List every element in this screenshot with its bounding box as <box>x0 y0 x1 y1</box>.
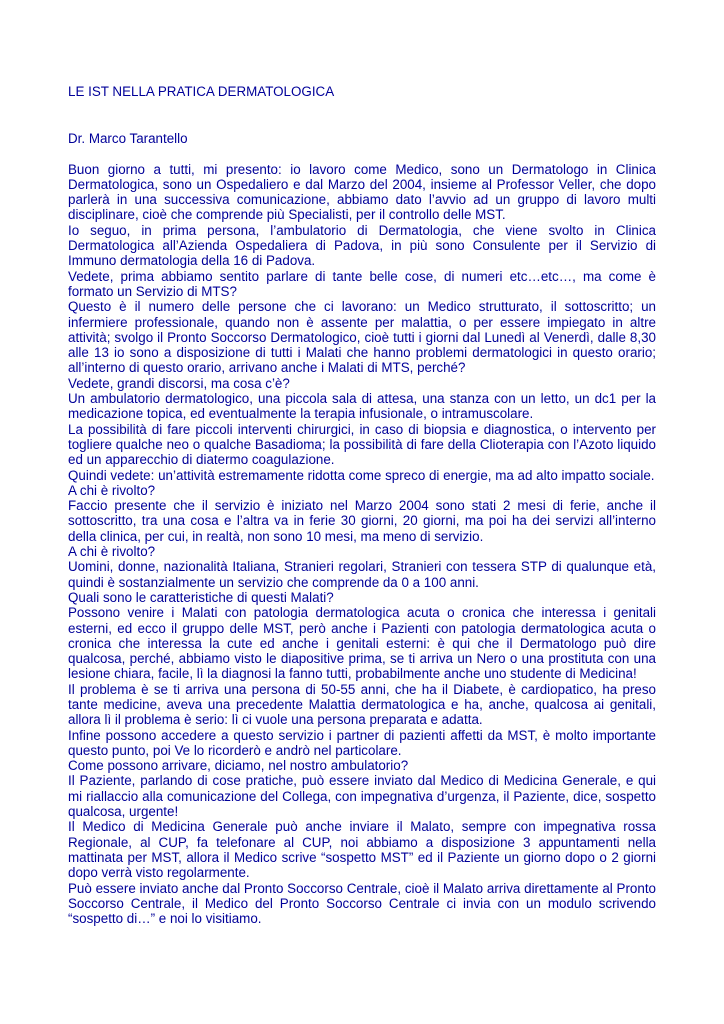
paragraph: Uomini, donne, nazionalità Italiana, Stranieri regolari, Stranieri con tessera STP di qualunque età, quindi è sostanzialmente un servizio che comprende da 0 a 100 anni. <box>68 559 656 590</box>
paragraph: Come possono arrivare, diciamo, nel nostro ambulatorio? <box>68 758 409 774</box>
paragraph: A chi è rivolto? <box>68 482 156 498</box>
paragraph: Buon giorno a tutti, mi presento: io lavoro come Medico, sono un Dermatologo in Clinica Dermatologica, sono un Ospedaliero e dal Marzo del 2004, insieme al Professor Veller, che dopo parlerà in una successiva comunicazione, abbiamo dato l’avvio ad un gruppo di lavoro multi disciplinare, cioè che comprende più Specialisti, per il controllo delle MST. <box>68 161 656 223</box>
paragraph: Io seguo, in prima persona, l’ambulatorio di Dermatologia, che viene svolto in Clinica Dermatologica all’Azienda Ospedaliera di Padova, in più sono Consulente per il Servizio di Immuno dermatologia della 16 di Padova. <box>68 222 656 269</box>
paragraph: A chi è rivolto? <box>68 544 156 560</box>
paragraph: Quindi vedete: un’attività estremamente ridotta come spreco di energie, ma ad alto impatto sociale. <box>68 467 655 483</box>
paragraph: Infine possono accedere a questo servizio i partner di pazienti affetti da MST, è molto importante questo punto, poi Ve lo ricorderò e andrò nel particolare. <box>68 727 656 758</box>
paragraph: Vedete, grandi discorsi, ma cosa c’è? <box>68 375 290 391</box>
paragraph: Un ambulatorio dermatologico, una piccola sala di attesa, una stanza con un letto, un dc1 per la medicazione topica, ed eventualmente la terapia infusionale, o intramuscolare. <box>68 391 656 422</box>
paragraph: La possibilità di fare piccoli interventi chirurgici, in caso di biopsia e diagnostica, o intervento per togliere qualche neo o qualche Basadioma; la possibilità di fare della Clioterapia con l’Azoto liquido ed un apparecchio di diatermo coagulazione. <box>68 421 656 468</box>
paragraph: Il Medico di Medicina Generale può anche inviare il Malato, sempre con impegnativa rossa Regionale, al CUP, fa telefonare al CUP, noi abbiamo a disposizione 3 appuntamenti nella mattinata per MST, allora il Medico scrive “sospetto MST” ed il Paziente un giorno dopo o 2 giorni dopo verrà visto regolarmente. <box>68 819 656 881</box>
paragraph: Faccio presente che il servizio è iniziato nel Marzo 2004 sono stati 2 mesi di ferie, anche il sottoscritto, tra una cosa e l’altra va in ferie 30 giorni, 20 giorni, ma poi ha dei servizi all’interno della clinica, per cui, in realtà, non sono 10 mesi, ma meno di servizio. <box>68 498 656 544</box>
paragraph: Vedete, prima abbiamo sentito parlare di tante belle cose, di numeri etc…etc…, ma come è formato un Servizio di MTS? <box>68 268 656 299</box>
document-page <box>68 84 656 926</box>
paragraph: Quali sono le caratteristiche di questi Malati? <box>68 589 334 605</box>
paragraph: Questo è il numero delle persone che ci lavorano: un Medico strutturato, il sottoscritto; un infermiere professionale, quando non è assente per malattia, o per essere impiegato in altre attività; svolgo il Pronto Soccorso Dermatologico, cioè tutti i giorni dal Lunedì al Venerdì, dalle 8,30 alle 13 io sono a disposizione di tutti i Malati che hanno problemi dermatologici in questo orario; all’interno di questo orario, arrivano anche i Malati di MTS, perché? <box>68 299 656 376</box>
document-body <box>68 162 656 927</box>
paragraph: Il problema è se ti arriva una persona di 50-55 anni, che ha il Diabete, è cardiopatico, ha preso tante medicine, aveva una precedente Malattia dermatologica e ha, anche, qualcosa ai genitali, allora lì il problema è serio: lì ci vuole una persona preparata e adatta. <box>68 681 656 728</box>
author-name: Dr. Marco Tarantello <box>68 131 188 147</box>
paragraph: Possono venire i Malati con patologia dermatologica acuta o cronica che interessa i genitali esterni, ed ecco il gruppo delle MST, però anche i Pazienti con patologia dermatologica acuta o cronica che interessa la cute ed anche i genitali esterni: è qui che il Dermatologo può dire qualcosa, perché, abbiamo visto le diapositive prima, se ti arriva un Nero o una prostituta con una lesione chiara, facile, lì la diagnosi la fanno tutti, probabilmente anche uno studente di Medicina! <box>68 605 656 682</box>
document-title: LE IST NELLA PRATICA DERMATOLOGICA <box>68 84 335 99</box>
paragraph: Può essere inviato anche dal Pronto Soccorso Centrale, cioè il Malato arriva direttamente al Pronto Soccorso Centrale, il Medico del Pronto Soccorso Centrale ci invia con un modulo scrivendo “sospetto di…” e noi lo visitiamo. <box>68 880 656 927</box>
paragraph: Il Paziente, parlando di cose pratiche, può essere inviato dal Medico di Medicina Generale, e qui mi riallaccio alla comunicazione del Collega, con impegnativa d’urgenza, il Paziente, dice, sospetto qualcosa, urgente! <box>68 773 656 820</box>
